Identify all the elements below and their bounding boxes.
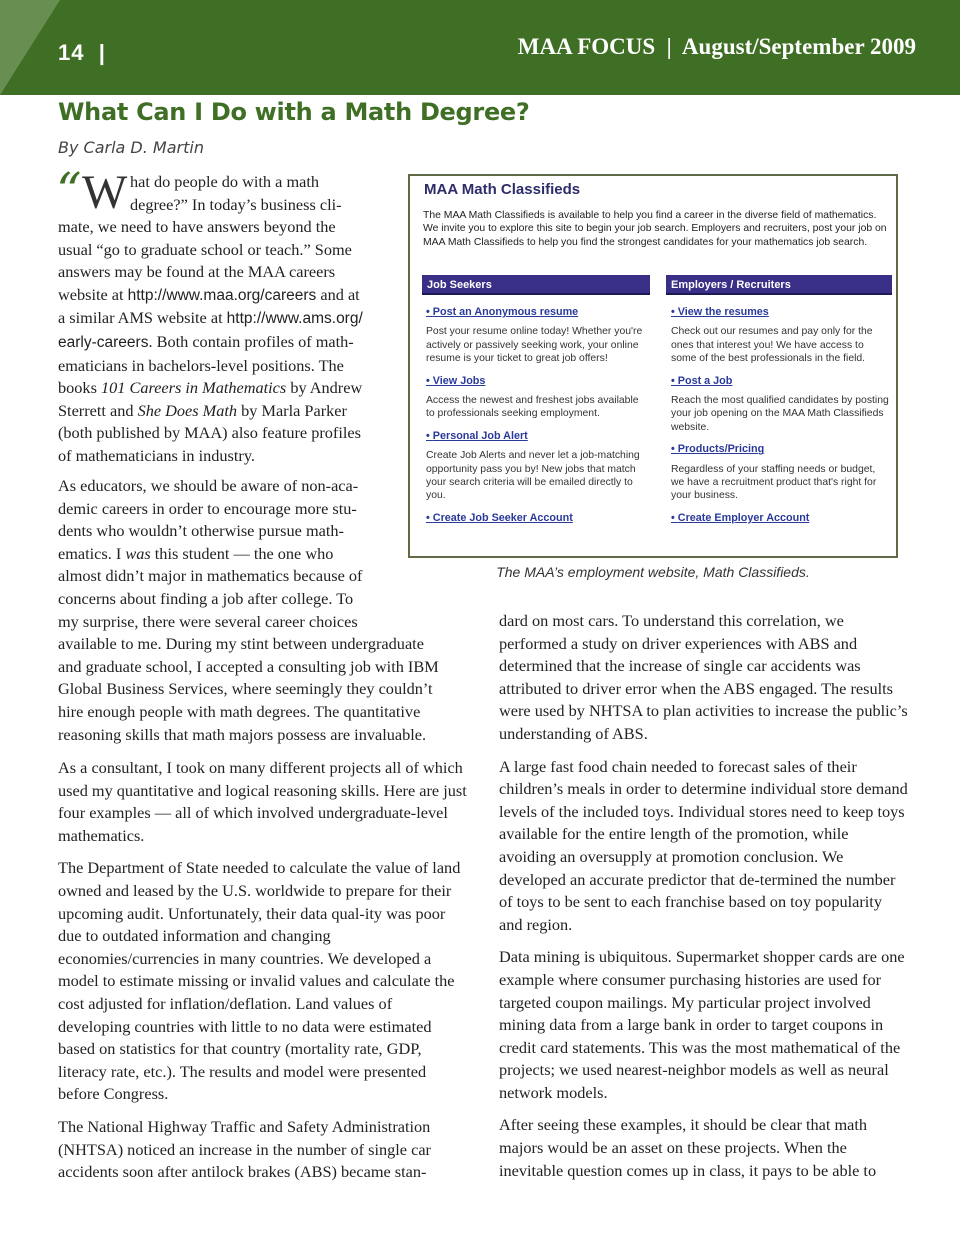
- view-resumes-link[interactable]: • View the resumes: [671, 306, 769, 318]
- job-alert-link[interactable]: • Personal Job Alert: [426, 429, 528, 442]
- view-jobs-link[interactable]: • View Jobs: [426, 374, 486, 387]
- employers-header: Employers / Recruiters: [666, 275, 892, 295]
- text-line: and graduate school, I accepted a consulting job with IBM: [58, 656, 439, 676]
- right-column: [499, 610, 909, 1192]
- figure-caption: The MAA’s employment website, Math Classifieds.: [496, 564, 810, 580]
- book-title: 101 Careers in Mathematics: [100, 378, 287, 398]
- text-line: (both published by MAA) also feature profiles: [58, 423, 361, 443]
- post-resume-link[interactable]: • Post an Anonymous resume: [426, 306, 579, 318]
- state-department-paragraph: The Department of State needed to calculate the value of land owned and leased by the U.S. worldwide to prepare for their upcoming audit. Unfortunately, their data qual-ity was poor due to outdated information and changing economies/currencies in many countries. We developed a model to estimate missing or invalid values and calculate the cost adjusted for inflation/deflation. Land values of developing countries with little to no data were estimated based on statistics for that country (mortality rate, GDP, literacy rate, etc.). The results and model were presented before Congress.: [58, 858, 461, 1104]
- view-jobs-desc: Access the newest and freshest jobs available to professionals seeking employment.: [426, 395, 639, 420]
- maa-careers-link[interactable]: http://www.maa.org/careers: [127, 286, 317, 304]
- drop-quote-mark: “: [56, 162, 82, 220]
- text-line: website at http://www.maa.org/careers and at: [58, 284, 360, 304]
- text-line: Global Business Services, where seemingly they couldn’t: [58, 679, 433, 699]
- classifieds-title: MAA Math Classifieds: [424, 181, 581, 198]
- job-seekers-header: Job Seekers: [422, 275, 650, 295]
- magazine-issue: MAA FOCUS | August/September 2009: [517, 34, 916, 59]
- products-pricing-desc: Regardless of your staffing needs or budget, we have a recruitment product that's right for your business.: [671, 463, 877, 502]
- post-job-desc: Reach the most qualified candidates by posting your job opening on the MAA Math Classifieds website.: [671, 395, 889, 433]
- fast-food-paragraph: A large fast food chain needed to forecast sales of their children’s meals in order to determine individual store demand levels of the included toys. Individual stores need to keep toys available for the entire length of the promotion, while avoiding an oversupply at promotion conclusion. We developed an accurate predictor that de-termined the number of toys to be sent to each franchise based on toy popularity and region.: [499, 756, 908, 934]
- post-resume-desc: Post your resume online today! Whether you're actively or passively seeking work, your online resume is your ticket to great job offers!: [426, 326, 643, 365]
- text-line: ematicians in bachelors-level positions. The: [58, 355, 344, 375]
- page-header: [0, 0, 960, 95]
- products-pricing-link[interactable]: • Products/Pricing: [671, 443, 765, 456]
- text-line: dents who wouldn’t otherwise pursue math-: [58, 521, 344, 541]
- text-line: As educators, we should be aware of non-aca-: [58, 476, 359, 495]
- text-line: demic careers in order to encourage more stu-: [58, 498, 357, 518]
- intro-paragraph: [58, 216, 398, 468]
- math-classifieds-screenshot: [408, 174, 898, 558]
- drop-cap-letter: W: [82, 166, 128, 219]
- employers-column: [671, 306, 889, 531]
- job-seekers-column: [426, 306, 644, 531]
- nhtsa-paragraph: The National Highway Traffic and Safety Administration (NHTSA) noticed an increase in the number of single car accidents soon after antilock brakes (ABS) became stan-: [58, 1116, 431, 1182]
- view-resumes-desc: Check out our resumes and pay only for the ones that interest you! We have access to some of the best professionals in the field.: [671, 326, 873, 365]
- conclusion-paragraph: After seeing these examples, it should be clear that math majors would be an asset on these projects. When the inevitable question comes up in class, it pays to be able to: [499, 1115, 877, 1180]
- classifieds-intro: The MAA Math Classifieds is available to help you find a career in the diverse field of mathematics. We invite you to explore this site to begin your job search. Employers and recruiters, post your job on MAA Math Classifieds to help you find the strongest candidates for your mathematics job search.: [423, 210, 887, 248]
- text-line: hat do people do with a math: [130, 172, 319, 191]
- text-line: answers may be found at the MAA careers: [58, 262, 336, 282]
- data-mining-paragraph: Data mining is ubiquitous. Supermarket shopper cards are one example where consumer purchasing histories are used for targeted coupon mailings. My particular project involved mining data from a large bank in order to target coupons in credit card statements. This was the most mathematical of the projects; we used nearest-neighbor models as well as neural network models.: [499, 947, 905, 1102]
- text-line: degree?” In today’s business cli-: [130, 194, 342, 214]
- text-line: ematics. I was this student — the one who: [58, 543, 334, 563]
- text-line: reasoning skills that math majors possess are invaluable.: [58, 724, 427, 744]
- text-line: of mathematicians in industry.: [58, 445, 255, 465]
- text-line: early-careers. Both contain profiles of math-: [58, 331, 354, 351]
- header-corner-decoration: [0, 0, 60, 95]
- page-number: 14 |: [58, 40, 106, 65]
- text-line: books 101 Careers in Mathematics by Andrew: [58, 378, 363, 398]
- text-line: my surprise, there were several career choices: [58, 611, 358, 631]
- article-title: What Can I Do with a Math Degree?: [58, 98, 530, 126]
- intro-first-lines: [130, 171, 390, 216]
- text-line: mate, we need to have answers beyond the: [58, 217, 336, 236]
- text-line: hire enough people with math degrees. The quantitative: [58, 701, 421, 721]
- ams-careers-link[interactable]: http://www.ams.org/: [226, 310, 363, 328]
- text-line: almost didn’t major in mathematics because of: [58, 566, 363, 586]
- abs-paragraph: dard on most cars. To understand this correlation, we performed a study on driver experiences with ABS and determined that the increase of single car accidents was attributed to driver error when the ABS engaged. The results were used by NHTSA to plan activities to increase the public’s understanding of ABS.: [499, 611, 908, 743]
- left-column-lower: [58, 757, 468, 1194]
- create-seeker-account-link[interactable]: • Create Job Seeker Account: [426, 511, 573, 524]
- book-title: She Does Math: [137, 400, 238, 420]
- text-line: a similar AMS website at http://www.ams.org/: [58, 308, 363, 328]
- post-job-link[interactable]: • Post a Job: [671, 374, 733, 387]
- text-line: concerns about finding a job after college. To: [58, 588, 354, 608]
- text-line: usual “go to graduate school or teach.” Some: [58, 239, 352, 259]
- consultant-paragraph: As a consultant, I took on many different projects all of which used my quantitative and logical reasoning skills. Here are just four examples — all of which involved undergraduate-level mathematics.: [58, 758, 467, 845]
- article-byline: By Carla D. Martin: [58, 138, 204, 157]
- create-employer-account-link[interactable]: • Create Employer Account: [671, 511, 810, 524]
- job-alert-desc: Create Job Alerts and never let a job-matching opportunity pass you by! New jobs that match your search criteria will be emailed directly to you.: [426, 450, 640, 502]
- ams-careers-link-cont[interactable]: early-careers: [58, 333, 149, 351]
- text-line: available to me. During my stint between undergraduate: [58, 634, 424, 654]
- text-line: Sterrett and She Does Math by Marla Parker: [58, 400, 347, 420]
